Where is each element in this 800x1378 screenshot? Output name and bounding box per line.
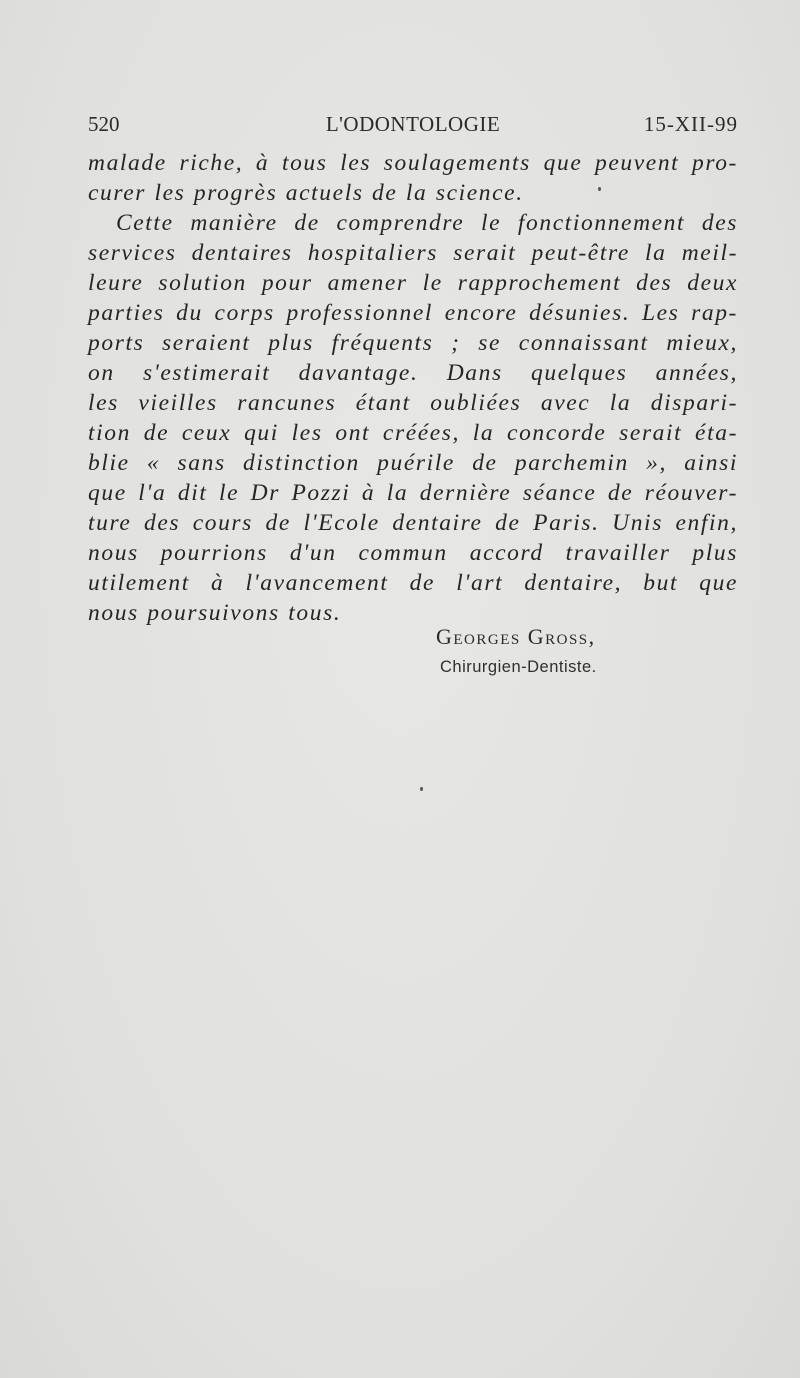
body-line-13: ture des cours de l'Ecole dentaire de Paris. Unis enfin, xyxy=(88,510,738,536)
body-line-2: curer les progrès actuels de la science. xyxy=(88,180,524,206)
body-line-8: on s'estimerait davantage. Dans quelques années, xyxy=(88,360,738,386)
body-line-12: que l'a dit le Dr Pozzi à la dernière séance de réouver- xyxy=(88,480,738,506)
body-line-14: nous pourrions d'un commun accord travailler plus xyxy=(88,540,738,566)
body-line-10: tion de ceux qui les ont créées, la concorde serait éta- xyxy=(88,420,738,446)
issue-date: 15-XII-99 xyxy=(643,112,738,136)
journal-title: L'ODONTOLOGIE xyxy=(325,112,501,136)
body-line-16: nous poursuivons tous. xyxy=(88,600,342,626)
body-line-15: utilement à l'avancement de l'art dentaire, but que xyxy=(88,570,738,596)
body-line-11: blie « sans distinction puérile de parchemin », ainsi xyxy=(88,450,738,476)
body-line-4: services dentaires hospitaliers serait peut-être la meil- xyxy=(88,240,738,266)
body-line-1: malade riche, à tous les soulagements que peuvent pro- xyxy=(88,150,738,176)
ink-speck xyxy=(598,187,601,191)
body-line-3: Cette manière de comprendre le fonctionnement des xyxy=(116,210,738,236)
body-line-7: ports seraient plus fréquents ; se connaissant mieux, xyxy=(88,330,738,356)
body-line-6: parties du corps professionnel encore désunies. Les rap- xyxy=(88,300,738,326)
signature-name: Georges Gross, xyxy=(436,624,596,649)
running-header xyxy=(88,112,738,142)
page-number: 520 xyxy=(88,112,120,136)
body-line-9: les vieilles rancunes étant oubliées avec la dispari- xyxy=(88,390,738,416)
signature-title: Chirurgien-Dentiste. xyxy=(440,658,597,676)
ink-speck xyxy=(420,787,423,791)
body-line-5: leure solution pour amener le rapprochement des deux xyxy=(88,270,738,296)
